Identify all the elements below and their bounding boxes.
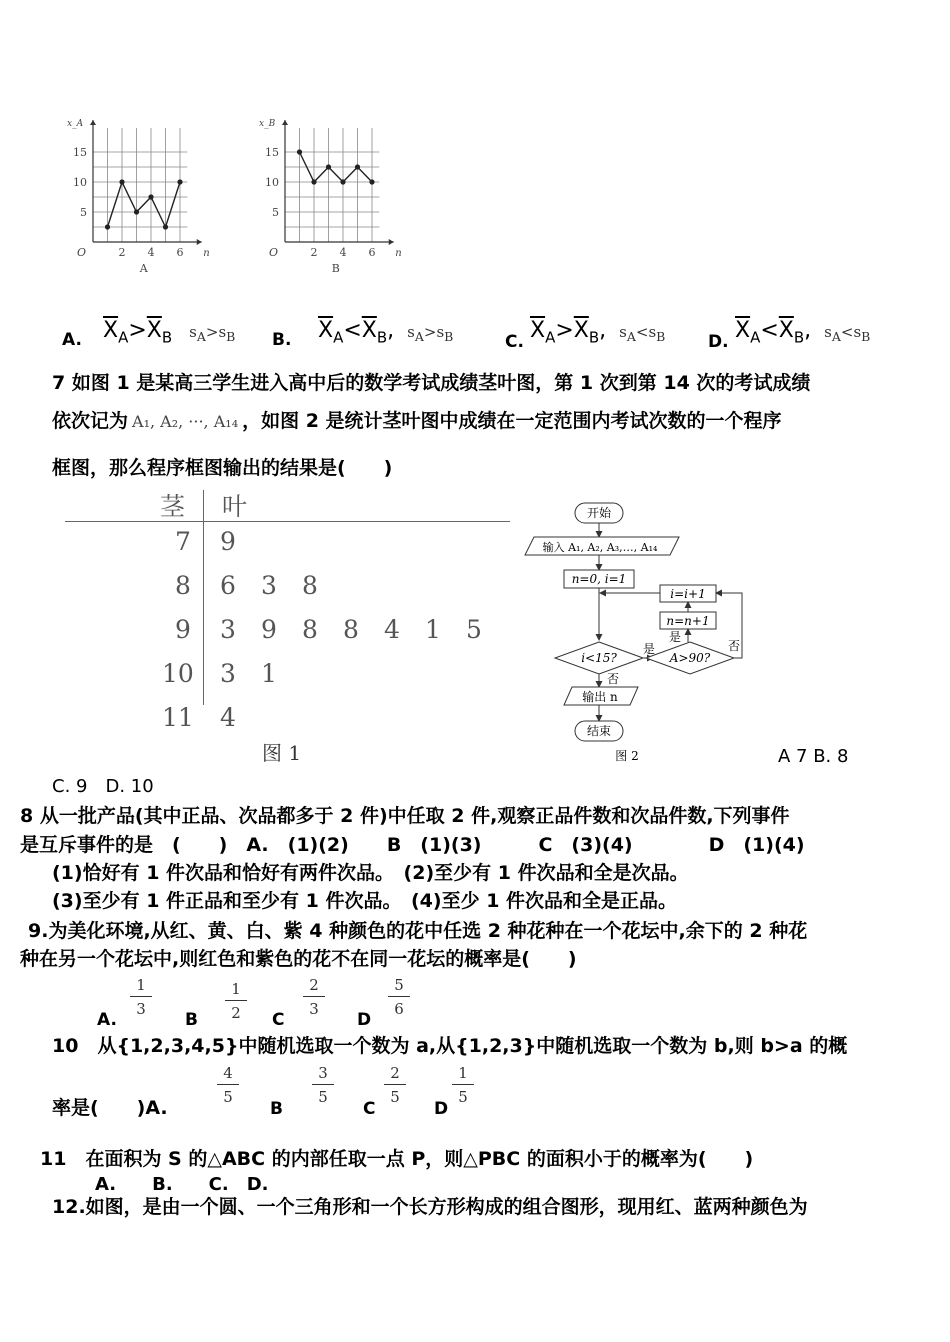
chart-a-point xyxy=(148,194,153,199)
chart-a-origin: O xyxy=(77,246,87,259)
leaf-value: 9 xyxy=(261,615,277,644)
q9-label-c: C xyxy=(272,1010,285,1030)
flow-yes2-label: 是 xyxy=(669,630,682,644)
chart-a-point xyxy=(119,179,124,184)
q7-line1: 7 如图 1 是某高三学生进入高中后的数学考试成绩茎叶图，第 1 次到第 14 次的考试成绩 xyxy=(52,372,811,394)
leaf-value: 4 xyxy=(220,703,236,732)
q10-line1: 10 从{1,2,3,4,5}中随机选取一个数为 a,从{1,2,3}中随机选取一个数为 b,则 b>a 的概 xyxy=(52,1035,848,1057)
leaf-value: 8 xyxy=(302,615,318,644)
q10-label-c: C xyxy=(363,1099,376,1119)
q9-label-d: D xyxy=(357,1010,372,1030)
q9-fraction-a: $\frac{1}{3}$ xyxy=(130,976,152,1018)
flow-no2-label: 否 xyxy=(728,639,741,653)
stem-header: 茎 xyxy=(160,492,186,521)
q8-line3: (1)恰好有 1 件次品和恰好有两件次品。 (2)至少有 1 件次品和全是次品。 xyxy=(52,862,689,884)
q11-options: A. B. C. D. xyxy=(95,1174,269,1195)
flow-init-label: n=0, i=1 xyxy=(571,572,627,586)
leaf-value: 1 xyxy=(425,615,441,644)
figure1-caption: 图 1 xyxy=(262,741,302,765)
flowchart xyxy=(512,495,772,770)
leaf-value: 3 xyxy=(220,659,236,688)
q9-fraction-b: $\frac{1}{2}$ xyxy=(225,980,247,1022)
chart-b-point xyxy=(369,179,374,184)
chart-b-xtick: 2 xyxy=(310,246,318,259)
chart-b-x-label: n xyxy=(395,248,402,259)
chart-b-point xyxy=(297,149,302,154)
chart-a-point xyxy=(177,179,182,184)
q10-line2: 率是( )A. xyxy=(52,1097,168,1119)
chart-a-y-arrow xyxy=(90,120,96,125)
leaf-header: 叶 xyxy=(222,492,248,521)
q10-fraction-c: $\frac{2}{5}$ xyxy=(384,1064,406,1106)
chart-a-series-line xyxy=(108,182,181,227)
flow-yes1-label: 是 xyxy=(643,642,656,656)
line-charts xyxy=(55,110,425,285)
q10-label-d: D xyxy=(434,1099,449,1119)
q7-line3: 框图，那么程序框图输出的结果是( ) xyxy=(52,457,393,479)
q10-fraction-d: $\frac{1}{5}$ xyxy=(452,1064,474,1106)
leaf-value: 8 xyxy=(343,615,359,644)
q6-option-d: D. xyxy=(708,332,729,352)
q6-option-d-expr: $\overline{X}_A<\overline{X}_B$, $s_A<s_B$ xyxy=(735,318,871,347)
flow-input-label: 输入 A₁, A₂, A₃,…, A₁₄ xyxy=(542,541,658,554)
q9-line2: 种在另一个花坛中,则红色和紫色的花不在同一花坛的概率是( ) xyxy=(20,948,577,970)
chart-a-ytick: 10 xyxy=(73,176,87,189)
flow-start-label: 开始 xyxy=(586,506,612,520)
q11-text: 11 在面积为 S 的△ABC 的内部任取一点 P，则△PBC 的面积小于的概率为( ) xyxy=(40,1148,754,1170)
q10-label-b: B xyxy=(270,1099,283,1119)
leaf-value: 9 xyxy=(220,527,236,556)
chart-a-x-label: n xyxy=(203,248,210,259)
leaf-value: 8 xyxy=(302,571,318,600)
leaf-value: 5 xyxy=(466,615,482,644)
chart-a-ytick: 5 xyxy=(80,206,87,219)
q8-line4: (3)至少有 1 件正品和至少有 1 件次品。 (4)至少 1 件次品和全是正品。 xyxy=(52,890,678,912)
q7-options-ab: A 7 B. 8 xyxy=(778,746,849,767)
flow-cond1-label: i<15? xyxy=(581,651,617,665)
q10-fraction-a: $\frac{4}{5}$ xyxy=(217,1064,239,1106)
leaf-value: 6 xyxy=(220,571,236,600)
chart-b-ytick: 5 xyxy=(272,206,279,219)
chart-b-point xyxy=(340,179,345,184)
flow-inc-i-label: i=i+1 xyxy=(670,587,706,601)
flow-no1-label: 否 xyxy=(607,672,620,686)
q7-sequence: A₁, A₂, ···, A₁₄ xyxy=(132,412,239,431)
q7-line2: 依次记为 A₁, A₂, ···, A₁₄ ，如图 2 是统计茎叶图中成绩在一定范围内考试次数的一个程序 xyxy=(52,410,782,432)
stem-rule xyxy=(203,490,204,705)
stem-value: 9 xyxy=(175,615,191,644)
chart-b-ytick: 10 xyxy=(265,176,279,189)
chart-b-origin: O xyxy=(269,246,279,259)
figure2-caption: 图 2 xyxy=(615,749,639,763)
chart-b-point xyxy=(326,164,331,169)
chart-a-caption: A xyxy=(139,262,148,275)
stem-value: 10 xyxy=(162,659,194,688)
leaf-value: 4 xyxy=(384,615,400,644)
q6-option-b: B. xyxy=(272,330,292,350)
chart-a-point xyxy=(105,224,110,229)
q9-fraction-c: $\frac{2}{3}$ xyxy=(303,976,325,1018)
chart-a-point xyxy=(163,224,168,229)
stem-leaf-plot xyxy=(65,485,510,732)
chart-a-xtick: 4 xyxy=(147,246,155,259)
chart-b-y-arrow xyxy=(282,120,288,125)
chart-a-x-arrow xyxy=(197,239,202,245)
stem-value: 11 xyxy=(162,703,194,732)
q9-fraction-d: $\frac{5}{6}$ xyxy=(388,976,410,1018)
q7-options-cd: C. 9 D. 10 xyxy=(52,776,154,797)
chart-b-point xyxy=(355,164,360,169)
q10-fraction-b: $\frac{3}{5}$ xyxy=(312,1064,334,1106)
q8-line1: 8 从一批产品(其中正品、次品都多于 2 件)中任取 2 件,观察正品件数和次品件数,下列事件 xyxy=(20,805,790,827)
chart-b-x-arrow xyxy=(389,239,394,245)
q6-option-a-expr: $\overline{X}_A>\overline{X}_B$ $s_A>s_B$ xyxy=(103,318,236,347)
q6-option-c-expr: $\overline{X}_A>\overline{X}_B$, $s_A<s_B$ xyxy=(530,318,666,347)
chart-b xyxy=(259,119,402,275)
chart-b-y-label: x_B xyxy=(259,119,276,129)
chart-a-xtick: 6 xyxy=(176,246,184,259)
chart-a-point xyxy=(134,209,139,214)
chart-a-xtick: 2 xyxy=(118,246,126,259)
stem-value: 8 xyxy=(175,571,191,600)
chart-b-caption: B xyxy=(331,262,340,275)
chart-b-point xyxy=(311,179,316,184)
q12-text: 12.如图，是由一个圆、一个三角形和一个长方形构成的组合图形，现用红、蓝两种颜色为 xyxy=(52,1196,808,1218)
q9-line1: 9.为美化环境,从红、黄、白、紫 4 种颜色的花中任选 2 种花种在一个花坛中,余下的 2 种花 xyxy=(28,920,808,942)
chart-b-ytick: 15 xyxy=(265,146,279,159)
chart-a-ytick: 15 xyxy=(73,146,87,159)
q8-line2: 是互斥事件的是 ( ) A. (1)(2) B (1)(3) C (3)(4) D (1)(4) xyxy=(20,834,805,856)
q6-option-c: C. xyxy=(505,332,524,352)
flow-cond2-label: A>90? xyxy=(669,651,711,665)
q6-option-a: A. xyxy=(62,330,82,350)
flow-inc-n-label: n=n+1 xyxy=(666,614,710,628)
chart-b-xtick: 6 xyxy=(368,246,376,259)
q9-label-b: B xyxy=(185,1010,198,1030)
chart-b-xtick: 4 xyxy=(339,246,347,259)
q9-label-a: A. xyxy=(97,1010,117,1030)
leaf-value: 3 xyxy=(261,571,277,600)
header-rule xyxy=(65,521,510,522)
flow-output-label: 输出 n xyxy=(582,690,618,704)
chart-a xyxy=(67,119,210,275)
flow-end-label: 结束 xyxy=(586,724,612,738)
chart-a-y-label: x_A xyxy=(67,119,84,129)
leaf-value: 3 xyxy=(220,615,236,644)
leaf-value: 1 xyxy=(261,659,277,688)
stem-value: 7 xyxy=(175,527,191,556)
q6-option-b-expr: $\overline{X}_A<\overline{X}_B$, $s_A>s_B$ xyxy=(318,318,454,347)
